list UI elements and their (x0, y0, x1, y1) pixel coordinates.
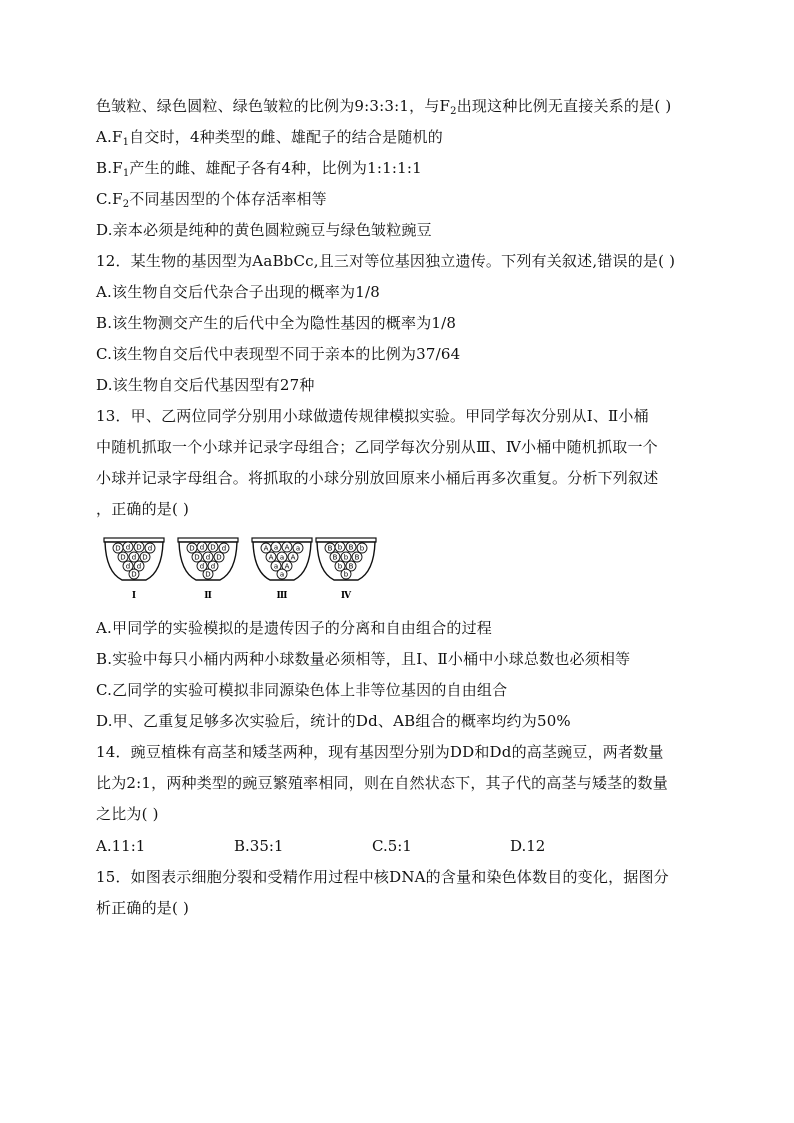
ball-letter: B (348, 543, 354, 552)
subscript: 1 (122, 137, 130, 148)
text-segment: C.F (96, 190, 123, 208)
ball-letter: d (199, 543, 205, 552)
ball-letter: B (348, 562, 354, 571)
ball-letter: b (359, 544, 365, 553)
q15-stem-line-1: 15．如图表示细胞分裂和受精作用过程中核DNA的含量和染色体数目的变化，据图分 (96, 868, 669, 886)
subscript: 2 (450, 106, 457, 117)
ball-letter: D (189, 544, 195, 553)
ball-letter: B (327, 544, 333, 553)
q13-option-c: C.乙同学的实验可模拟非同源染色体上非等位基因的自由组合 (96, 681, 508, 699)
ball-letter: D (115, 544, 121, 553)
ball-letter: d (205, 553, 211, 562)
ball-letter: a (295, 544, 301, 553)
ball-letter: d (125, 562, 131, 571)
q12-option-b: B.该生物测交产生的后代中全为隐性基因的概率为1/8 (96, 314, 457, 332)
ball-letter: A (263, 544, 269, 553)
text-segment: 色皱粒、绿色圆粒、绿色皱粒的比例为9:3:3:1，与F (96, 97, 451, 115)
bucket-label: Ⅲ (276, 591, 288, 601)
q14-option-c: C.5:1 (372, 837, 412, 855)
subscript: 2 (122, 199, 130, 210)
text-segment: 自交时，4种类型的雌、雄配子的结合是随机的 (129, 128, 443, 146)
ball-letter: a (279, 570, 285, 579)
ball-letter: B (332, 553, 338, 562)
ball-letter: A (284, 543, 290, 552)
q11-stem-continued (96, 96, 671, 116)
q11-option-c (96, 189, 327, 209)
text-segment: A.F (96, 128, 123, 146)
ball-letter: A (268, 553, 274, 562)
ball-letter: d (125, 543, 131, 552)
ball-letter: a (279, 553, 285, 562)
text-segment: B.F (96, 159, 123, 177)
q12-option-c: C.该生物自交后代中表现型不同于亲本的比例为37/64 (96, 345, 461, 363)
bucket-4 (316, 538, 376, 601)
text-segment: 出现这种比例无直接关系的是( ) (456, 97, 672, 115)
q14-option-d: D.12 (510, 837, 546, 855)
q15-stem-line-2: 析正确的是( ) (96, 899, 190, 917)
bucket-1 (104, 538, 164, 601)
ball-letter: D (131, 570, 137, 579)
q14-option-b: B.35:1 (234, 837, 284, 855)
ball-letter: a (273, 562, 279, 571)
q13-stem-line-4: ，正确的是( ) (96, 500, 190, 518)
q14-options (96, 836, 656, 856)
bucket-label: Ⅳ (340, 591, 352, 601)
q12-stem: 12．某生物的基因型为AaBbCc,且三对等位基因独立遗传。下列有关叙述,错误的是( ) (96, 252, 676, 270)
ball-letter: D (142, 553, 148, 562)
subscript: 1 (122, 168, 130, 179)
ball-letter: b (337, 543, 343, 552)
bucket-3 (252, 538, 312, 601)
q13-stem-line-1: 13．甲、乙两位同学分别用小球做遗传规律模拟实验。甲同学每次分别从Ⅰ、Ⅱ小桶 (96, 407, 649, 425)
q12-option-a: A.该生物自交后代杂合子出现的概率为1/8 (96, 283, 380, 301)
q12-option-d: D.该生物自交后代基因型有27种 (96, 376, 315, 394)
ball-letter: d (136, 562, 142, 571)
text-segment: 不同基因型的个体存活率相等 (129, 190, 327, 208)
ball-letter: d (131, 553, 137, 562)
ball-letter: d (199, 562, 205, 571)
ball-letter: a (273, 543, 279, 552)
bucket-label: Ⅰ (131, 591, 137, 601)
ball-letter: b (343, 553, 349, 562)
q13-stem-line-3: 小球并记录字母组合。将抓取的小球分别放回原来小桶后再多次重复。分析下列叙述 (96, 469, 659, 487)
ball-letter: D (120, 553, 126, 562)
q13-stem-line-2: 中随机抓取一个小球并记录字母组合；乙同学每次分别从Ⅲ、Ⅳ小桶中随机抓取一个 (96, 438, 658, 456)
ball-letter: d (210, 562, 216, 571)
ball-letter: b (337, 562, 343, 571)
bucket-figure (100, 532, 380, 612)
q14-option-a: A.11:1 (96, 837, 146, 855)
ball-letter: b (343, 570, 349, 579)
ball-letter: B (354, 553, 360, 562)
q11-option-d: D.亲本必须是纯种的黄色圆粒豌豆与绿色皱粒豌豆 (96, 221, 432, 239)
q13-option-b: B.实验中每只小桶内两种小球数量必须相等，且Ⅰ、Ⅱ小桶中小球总数也必须相等 (96, 650, 631, 668)
q11-option-b (96, 158, 422, 178)
text-segment: 产生的雌、雄配子各有4种，比例为1:1:1:1 (129, 159, 422, 177)
bucket-diagram (100, 532, 380, 612)
bucket-2 (178, 538, 238, 601)
ball-letter: D (216, 553, 222, 562)
ball-letter: A (284, 562, 290, 571)
q14-stem-line-3: 之比为( ) (96, 805, 159, 823)
ball-letter: D (205, 570, 211, 579)
q11-option-a (96, 127, 443, 147)
q13-option-a: A.甲同学的实验模拟的是遗传因子的分离和自由组合的过程 (96, 619, 493, 637)
ball-letter: D (210, 543, 216, 552)
bucket-label: Ⅱ (204, 591, 212, 601)
ball-letter: A (290, 553, 296, 562)
ball-letter: d (221, 544, 227, 553)
q14-stem-line-2: 比为2:1，两种类型的豌豆繁殖率相同，则在自然状态下，其子代的高茎与矮茎的数量 (96, 774, 668, 792)
ball-letter: D (136, 543, 142, 552)
q14-stem-line-1: 14．豌豆植株有高茎和矮茎两种，现有基因型分别为DD和Dd的高茎豌豆，两者数量 (96, 743, 664, 761)
ball-letter: D (194, 553, 200, 562)
ball-letter: d (147, 544, 153, 553)
q13-option-d: D.甲、乙重复足够多次实验后，统计的Dd、AB组合的概率均约为50% (96, 712, 571, 730)
